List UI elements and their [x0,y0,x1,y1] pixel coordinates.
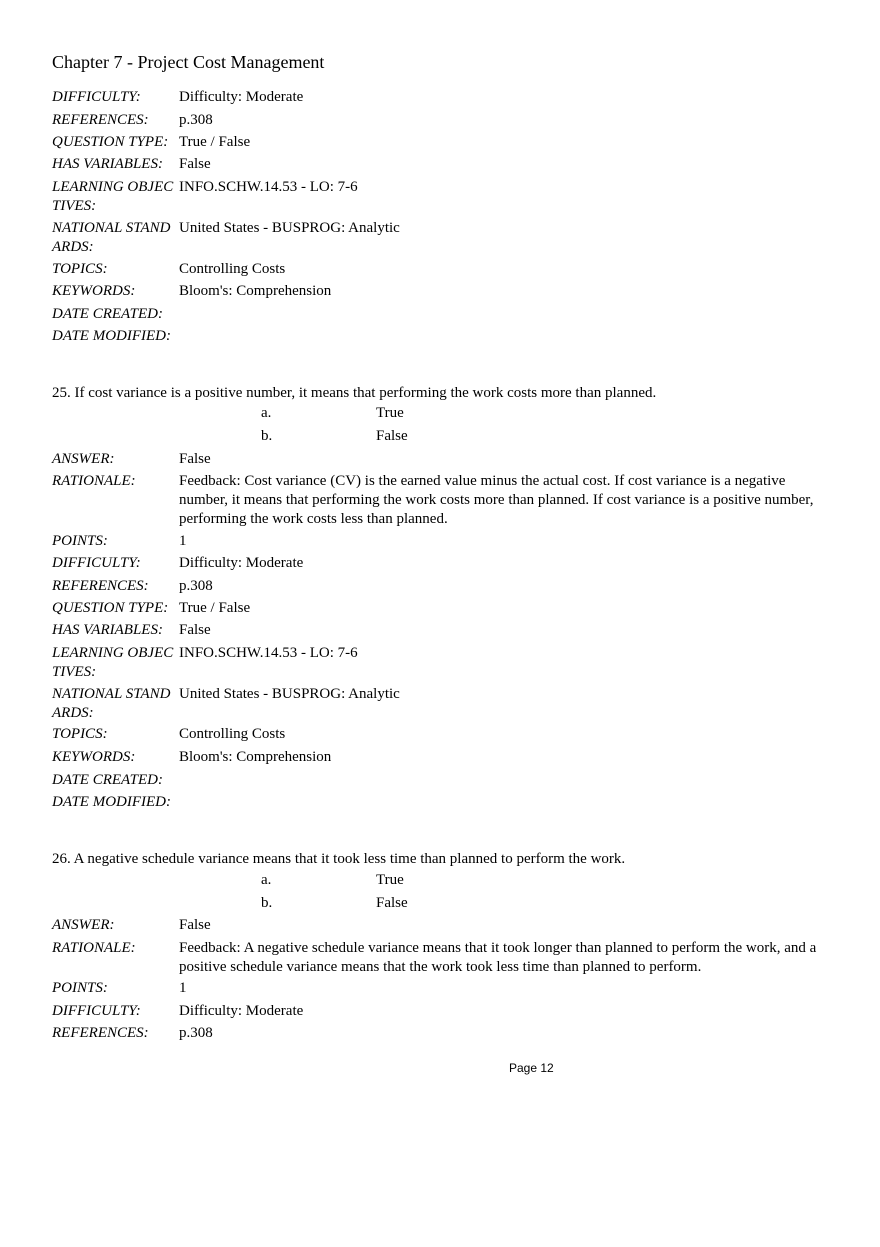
rationale-value: Feedback: Cost variance (CV) is the earned value minus the actual cost. If cost variance is a negative number, it means that performing the work costs more than planned. If cost variance is a positive number, performing the work costs less than planned. [179,473,814,527]
national-standards-label: NATIONAL STANDARDS: [52,220,171,255]
national-standards-value: United States - BUSPROG: Analytic [179,686,400,702]
national-standards-label: NATIONAL STANDARDS: [52,686,171,721]
references-value: p.308 [179,1025,213,1041]
rationale-label: RATIONALE: [52,473,136,489]
topics-value: Controlling Costs [179,261,286,277]
option-letter: a. [261,405,272,421]
references-label: REFERENCES: [52,112,149,128]
topics-label: TOPICS: [52,261,108,277]
references-label: REFERENCES: [52,1025,149,1041]
points-value: 1 [179,980,187,996]
learning-objectives-label: LEARNING OBJECTIVES: [52,645,174,680]
points-label: POINTS: [52,980,108,996]
has-variables-label: HAS VARIABLES: [52,622,163,638]
rationale-value: Feedback: A negative schedule variance means that it took longer than planned to perform the work, and a positive schedule variance means that the work took less time than planned to perform. [179,940,817,975]
has-variables-value: False [179,622,211,638]
date-modified-label: DATE MODIFIED: [52,794,171,810]
answer-label: ANSWER: [52,917,115,933]
difficulty-value: Difficulty: Moderate [179,555,304,571]
difficulty-value: Difficulty: Moderate [179,1003,304,1019]
difficulty-label: DIFFICULTY: [52,89,141,105]
option-text: True [376,872,404,888]
learning-objectives-value: INFO.SCHW.14.53 - LO: 7-6 [179,179,358,195]
question-type-value: True / False [179,134,251,150]
difficulty-label: DIFFICULTY: [52,555,141,571]
has-variables-label: HAS VARIABLES: [52,156,163,172]
references-value: p.308 [179,578,213,594]
option-text: False [376,428,408,444]
answer-value: False [179,917,211,933]
date-modified-label: DATE MODIFIED: [52,328,171,344]
date-created-label: DATE CREATED: [52,306,163,322]
date-created-label: DATE CREATED: [52,772,163,788]
difficulty-label: DIFFICULTY: [52,1003,141,1019]
references-value: p.308 [179,112,213,128]
question-type-label: QUESTION TYPE: [52,134,169,150]
learning-objectives-value: INFO.SCHW.14.53 - LO: 7-6 [179,645,358,661]
points-label: POINTS: [52,533,108,549]
answer-value: False [179,451,211,467]
keywords-label: KEYWORDS: [52,283,136,299]
topics-label: TOPICS: [52,726,108,742]
page-number: Page 12 [509,1061,554,1075]
keywords-label: KEYWORDS: [52,749,136,765]
rationale-label: RATIONALE: [52,940,136,956]
national-standards-value: United States - BUSPROG: Analytic [179,220,400,236]
references-label: REFERENCES: [52,578,149,594]
answer-label: ANSWER: [52,451,115,467]
option-letter: a. [261,872,272,888]
option-letter: b. [261,895,273,911]
learning-objectives-label: LEARNING OBJECTIVES: [52,179,174,214]
option-text: False [376,895,408,911]
option-letter: b. [261,428,273,444]
option-text: True [376,405,404,421]
question-25-text: 25. If cost variance is a positive number, it means that performing the work costs more than planned. [52,385,657,401]
has-variables-value: False [179,156,211,172]
question-type-value: True / False [179,600,251,616]
chapter-title: Chapter 7 - Project Cost Management [52,52,325,72]
question-26-text: 26. A negative schedule variance means that it took less time than planned to perform the work. [52,851,626,867]
topics-value: Controlling Costs [179,726,286,742]
points-value: 1 [179,533,187,549]
difficulty-value: Difficulty: Moderate [179,89,304,105]
question-type-label: QUESTION TYPE: [52,600,169,616]
keywords-value: Bloom's: Comprehension [179,283,332,299]
keywords-value: Bloom's: Comprehension [179,749,332,765]
